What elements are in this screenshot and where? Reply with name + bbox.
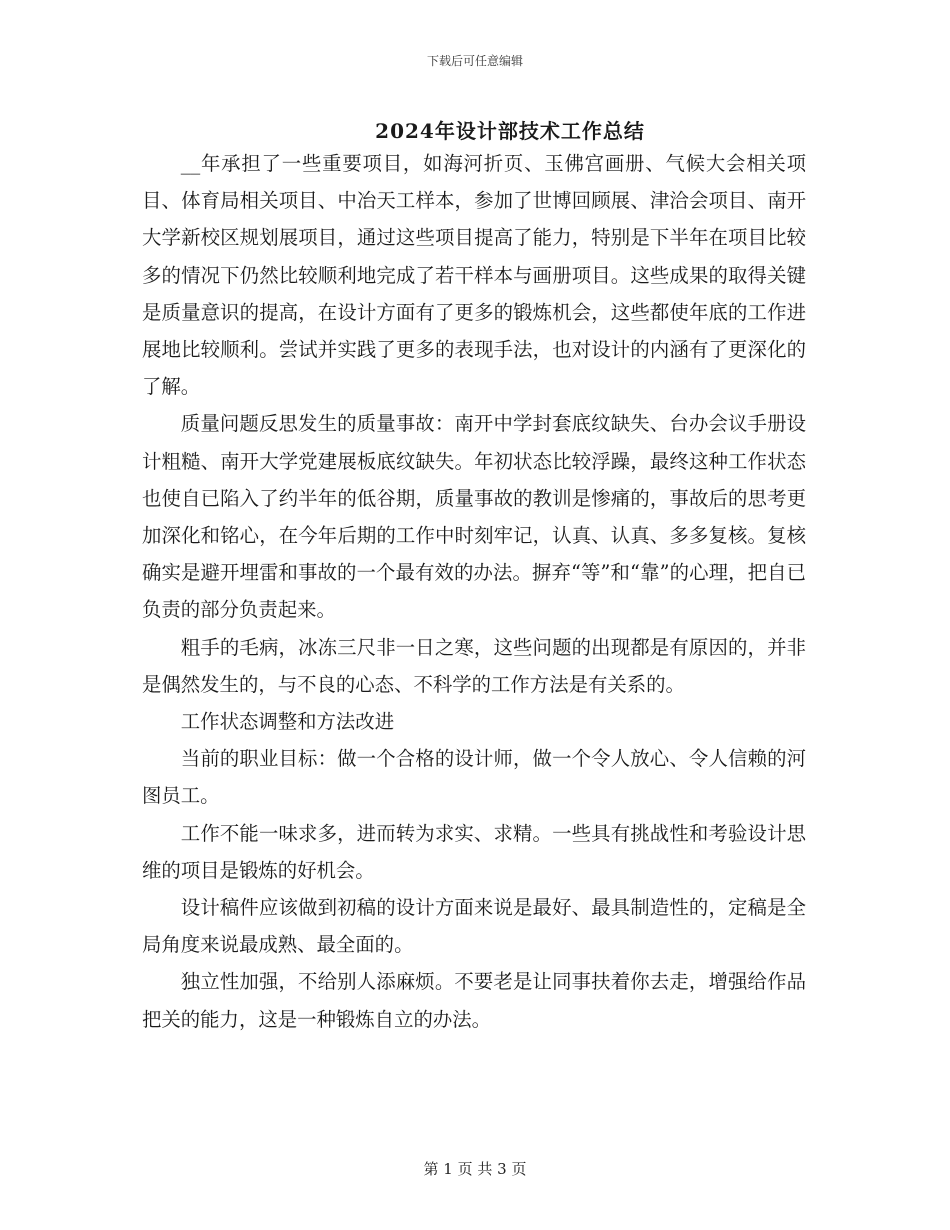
section-heading-adjustment: 工作状态调整和方法改进 — [180, 710, 395, 734]
header-note: 下载后可任意编辑 — [426, 54, 523, 68]
paragraph-quality-over-quantity: 工作不能一味求多，进而转为求实、求精。一些具有挑战性和考验设计思维的项目是锻炼的好机会。 — [142, 821, 806, 882]
page-indicator: 第 1 页 共 3 页 — [423, 1160, 527, 1178]
paragraph-career-goal: 当前的职业目标：做一个合格的设计师，做一个令人放心、令人信赖的河图员工。 — [142, 747, 806, 808]
paragraph-independence: 独立性加强，不给别人添麻烦。不要老是让同事扶着你去走，增强给作品把关的能力，这是一种锻炼自立的办法。 — [142, 970, 806, 1031]
document-body — [142, 145, 806, 1038]
paragraph-projects: __年承担了一些重要项目，如海河折页、玉佛宫画册、气候大会相关项目、体育局相关项目、中冶天工样本，参加了世博回顾展、津洽会项目、南开大学新校区规划展项目，通过这些项目提高了能力，特别是下半年在项目比较多的情况下仍然比较顺利地完成了若干样本与画册项目。这些成果的取得关键是质量意识的提高，在设计方面有了更多的锻炼机会，这些都使年底的工作进展地比较顺利。尝试并实践了更多的表现手法，也对设计的内涵有了更深化的了解。 — [142, 152, 806, 399]
paragraph-causes: 粗手的毛病，冰冻三尺非一日之寒，这些问题的出现都是有原因的，并非是偶然发生的，与不良的心态、不科学的工作方法是有关系的。 — [142, 635, 806, 696]
document-title: 2024年设计部技术工作总结 — [375, 119, 645, 143]
paragraph-quality-reflection: 质量问题反思发生的质量事故：南开中学封套底纹缺失、台办会议手册设计粗糙、南开大学党建展板底纹缺失。年初状态比较浮躁，最终这种工作状态也使自已陷入了约半年的低谷期，质量事故的教训是惨痛的，事故后的思考更加深化和铭心，在今年后期的工作中时刻牢记，认真、认真、多多复核。复核确实是避开埋雷和事故的一个最有效的办法。摒弃“等”和“靠”的心理，把自已负责的部分负责起来。 — [142, 412, 806, 622]
paragraph-draft-standards: 设计稿件应该做到初稿的设计方面来说是最好、最具制造性的，定稿是全局角度来说最成熟、最全面的。 — [142, 896, 806, 957]
